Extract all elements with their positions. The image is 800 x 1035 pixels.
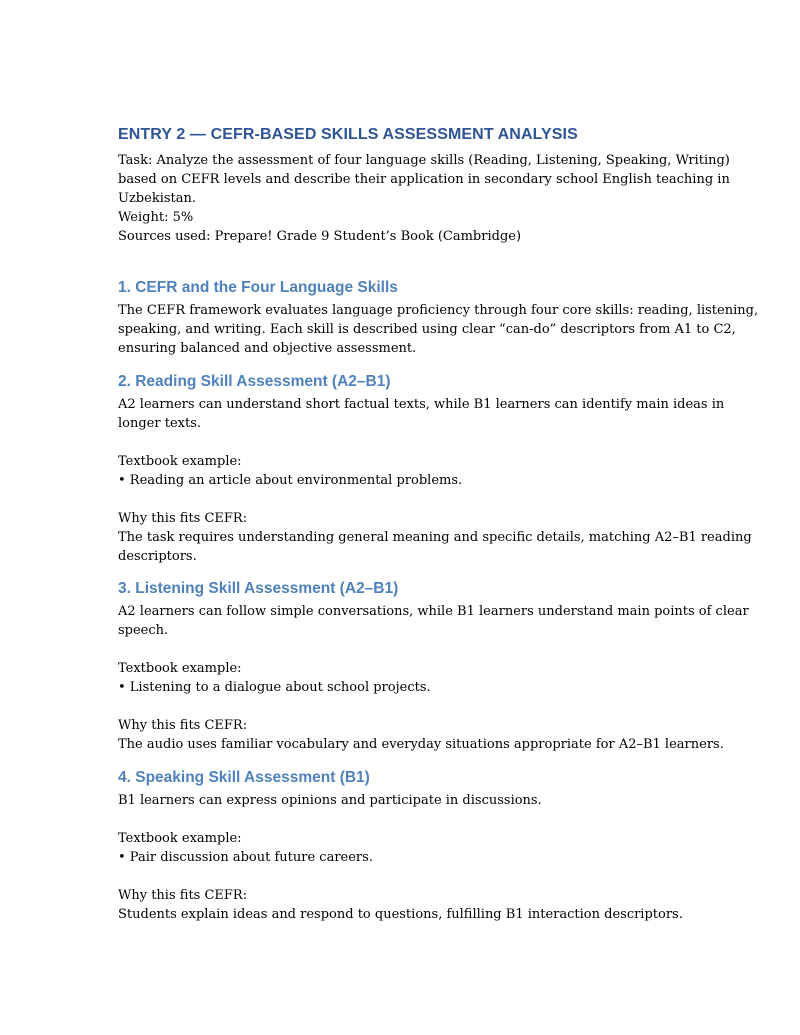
body-line: A2 learners can understand short factual texts, while B1 learners can identify main ideas in	[118, 397, 725, 412]
body-line: The CEFR framework evaluates language proficiency through four core skills: reading, listening,	[118, 303, 759, 318]
example-item: • Pair discussion about future careers.	[118, 850, 373, 865]
why-label: Why this fits CEFR:	[118, 511, 248, 526]
section4-heading: 4. Speaking Skill Assessment (B1)	[118, 769, 370, 786]
body-line: speech.	[118, 623, 169, 638]
why-label: Why this fits CEFR:	[118, 718, 248, 733]
example-label: Textbook example:	[118, 831, 242, 846]
example-label: Textbook example:	[118, 454, 242, 469]
task-line: Task: Analyze the assessment of four language skills (Reading, Listening, Speaking, Writing)	[118, 153, 730, 168]
section4-body	[118, 791, 698, 924]
section2-body	[118, 395, 752, 566]
section3-heading: 3. Listening Skill Assessment (A2–B1)	[118, 580, 399, 597]
section1-heading: 1. CEFR and the Four Language Skills	[118, 279, 398, 296]
example-item: • Listening to a dialogue about school projects.	[118, 680, 431, 695]
body-line: Students explain ideas and respond to questions, fulfilling B1 interaction descriptors.	[118, 907, 683, 922]
example-label: Textbook example:	[118, 661, 242, 676]
task-line: Uzbekistan.	[118, 191, 197, 206]
body-line: longer texts.	[118, 416, 201, 431]
task-paragraph	[118, 151, 730, 246]
body-line: B1 learners can express opinions and participate in discussions.	[118, 793, 542, 808]
section3-body	[118, 602, 749, 754]
task-line: based on CEFR levels and describe their application in secondary school English teaching in	[118, 172, 730, 187]
body-line: descriptors.	[118, 549, 197, 564]
body-line: The task requires understanding general meaning and specific details, matching A2–B1 reading	[118, 530, 752, 545]
body-line: The audio uses familiar vocabulary and everyday situations appropriate for A2–B1 learners.	[118, 737, 724, 752]
weight-text: Weight: 5%	[118, 210, 194, 225]
body-line: A2 learners can follow simple conversations, while B1 learners understand main points of clear	[118, 604, 749, 619]
section2-heading: 2. Reading Skill Assessment (A2–B1)	[118, 373, 391, 390]
sources-text: Sources used: Prepare! Grade 9 Student’s Book (Cambridge)	[118, 229, 522, 244]
document-title: ENTRY 2 — CEFR-BASED SKILLS ASSESSMENT ANALYSIS	[118, 126, 578, 143]
why-label: Why this fits CEFR:	[118, 888, 248, 903]
section1-body	[118, 301, 759, 358]
body-line: speaking, and writing. Each skill is described using clear “can-do” descriptors from A1 to C2,	[118, 322, 736, 337]
example-item: • Reading an article about environmental problems.	[118, 473, 463, 488]
body-line: ensuring balanced and objective assessment.	[118, 341, 417, 356]
